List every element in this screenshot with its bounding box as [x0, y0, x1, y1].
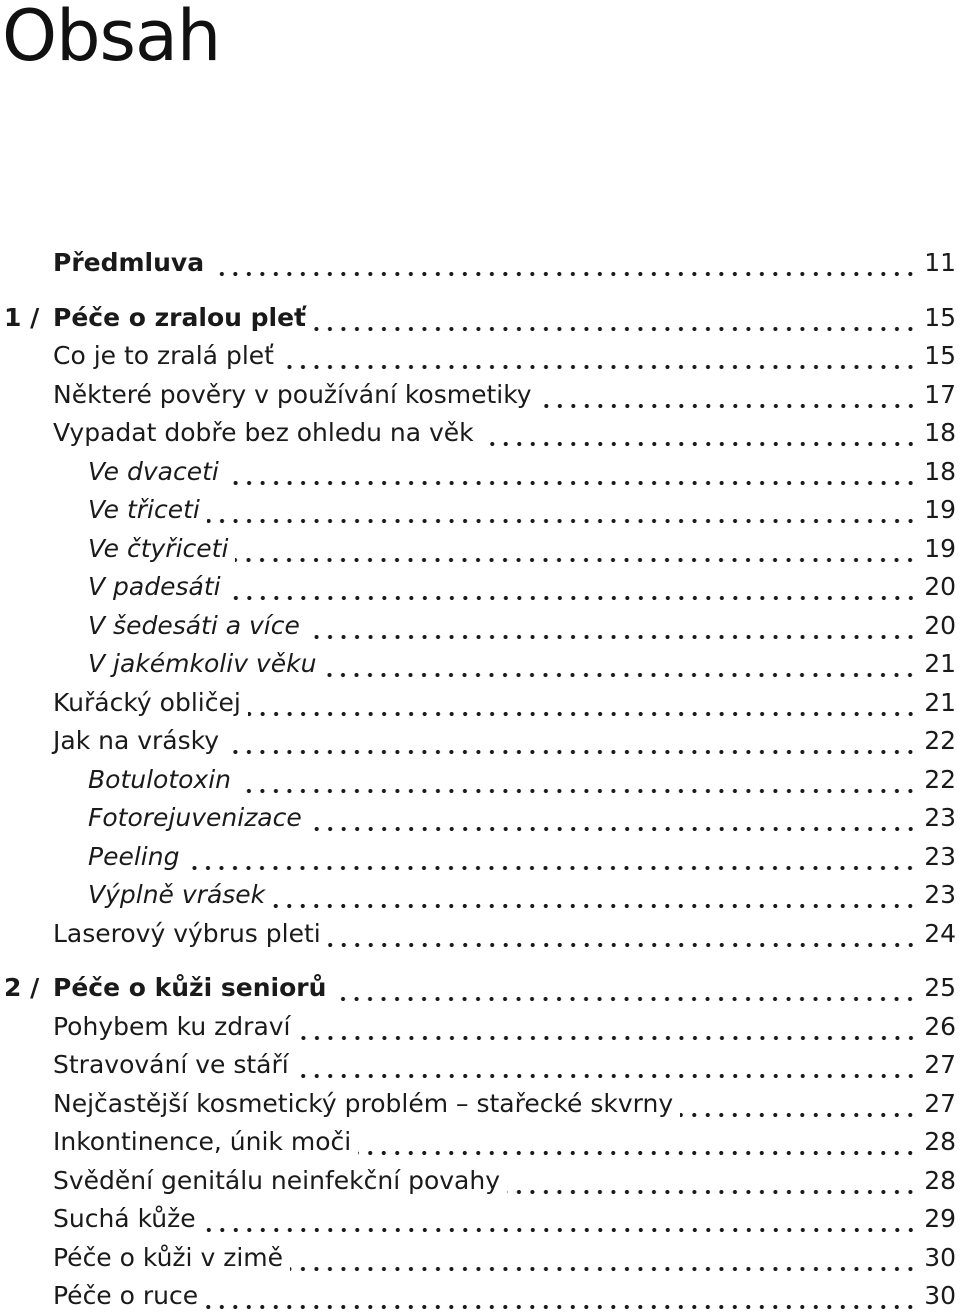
toc-entry[interactable] [0, 376, 960, 415]
toc-entry[interactable] [0, 491, 960, 530]
toc-entry-line [88, 530, 956, 568]
dot-leader [358, 1123, 917, 1161]
page-number: 27 [924, 1088, 956, 1118]
toc-entry-line [88, 607, 956, 645]
dot-leader [235, 530, 917, 568]
toc-entry-line [88, 876, 956, 914]
toc-entry-line [88, 491, 956, 529]
page-number: 18 [924, 456, 956, 486]
toc-entry-line [53, 722, 956, 760]
toc-entry[interactable] [0, 684, 960, 723]
toc-entry[interactable] [0, 645, 960, 684]
toc-entry-title: Ve dvaceti [88, 456, 219, 486]
toc-entry-line [53, 376, 956, 414]
dot-leader [309, 799, 917, 837]
toc-entry[interactable] [0, 1162, 960, 1201]
page-number: 15 [924, 341, 956, 370]
page-number: 21 [924, 687, 956, 717]
page-number: 30 [924, 1242, 956, 1272]
page-number: 19 [924, 495, 956, 524]
page-number: 27 [924, 1050, 956, 1079]
toc-entry[interactable] [0, 1200, 960, 1239]
toc-entry-title: Peeling [88, 841, 180, 871]
toc-entry-line [53, 1200, 956, 1238]
page-number: 23 [924, 880, 956, 909]
toc-entry[interactable] [0, 1123, 960, 1162]
toc-entry-title: Některé pověry v používání kosmetiky [53, 379, 532, 409]
toc-entry-title: V jakémkoliv věku [88, 649, 317, 678]
page-number: 25 [924, 973, 956, 1002]
dot-leader [238, 761, 917, 799]
page-number: 20 [924, 610, 956, 640]
page-number: 23 [924, 841, 956, 871]
chapter-number: 1 / [4, 302, 40, 332]
page-number: 11 [924, 248, 956, 277]
dot-leader [272, 876, 917, 914]
page-title: Obsah [2, 0, 221, 77]
toc-entry[interactable] [0, 299, 960, 338]
dot-leader [298, 1008, 918, 1046]
toc-entry-title: Péče o kůži v zimě [53, 1242, 283, 1272]
toc-entry[interactable] [0, 607, 960, 646]
toc-entry-title: Péče o ruce [53, 1281, 199, 1310]
dot-leader [281, 337, 917, 375]
toc-entry-line [53, 1123, 956, 1161]
dot-leader [507, 1162, 917, 1200]
toc-entry-title: Botulotoxin [88, 764, 232, 794]
page-number: 28 [924, 1127, 956, 1156]
dot-leader [226, 722, 917, 760]
toc-entry-title: Vypadat dobře bez ohledu na věk [53, 418, 474, 447]
page-number: 23 [924, 803, 956, 832]
dot-leader [313, 299, 917, 337]
toc-entry-title: V šedesáti a více [88, 610, 300, 640]
dot-leader [481, 414, 918, 452]
toc-entry-line [53, 969, 956, 1007]
toc-entry-line [53, 414, 956, 452]
toc-entry[interactable] [0, 453, 960, 492]
page-number: 19 [924, 533, 956, 563]
toc-entry[interactable] [0, 1277, 960, 1316]
page-number: 18 [924, 418, 956, 447]
dot-leader [333, 969, 917, 1007]
dot-leader [323, 645, 917, 683]
toc-entry-title: Inkontinence, únik moči [53, 1127, 352, 1156]
toc-entry[interactable] [0, 530, 960, 569]
page-number: 29 [924, 1204, 956, 1233]
toc-entry-line [53, 1162, 956, 1200]
page-number: 22 [924, 764, 956, 794]
toc-entry[interactable] [0, 1008, 960, 1047]
dot-leader [207, 491, 917, 529]
toc-entry-title: Kuřácký obličej [53, 687, 241, 717]
toc-entry[interactable] [0, 1085, 960, 1124]
dot-leader [307, 607, 917, 645]
toc-entry-line [53, 1008, 956, 1046]
toc-entry-title: Pohybem ku zdraví [53, 1011, 291, 1041]
toc-entry[interactable] [0, 1046, 960, 1085]
toc-entry-line [88, 838, 956, 876]
dot-leader [211, 244, 917, 282]
dot-leader [328, 915, 917, 953]
toc-entry-line [53, 337, 956, 375]
toc-entry-title: Ve čtyřiceti [88, 533, 229, 563]
page-number: 26 [924, 1011, 956, 1041]
toc-entry-title: Péče o kůži seniorů [53, 973, 327, 1002]
toc-entry[interactable] [0, 414, 960, 453]
toc-entry[interactable] [0, 244, 960, 283]
page-number: 28 [924, 1165, 956, 1195]
toc-entry-title: Stravování ve stáří [53, 1050, 289, 1079]
toc-entry[interactable] [0, 1239, 960, 1278]
toc-entry-title: Svědění genitálu neinfekční povahy [53, 1165, 501, 1195]
toc-entry[interactable] [0, 722, 960, 761]
dot-leader [228, 568, 918, 606]
toc-entry-line [88, 761, 956, 799]
dot-leader [203, 1200, 918, 1238]
toc-entry-title: Předmluva [53, 248, 205, 277]
toc-entry-title: Fotorejuvenizace [88, 803, 302, 832]
page-number: 15 [924, 302, 956, 332]
toc-entry[interactable] [0, 915, 960, 954]
page-number: 20 [924, 572, 956, 601]
toc-entry[interactable] [0, 969, 960, 1008]
toc-entry-title: V padesáti [88, 572, 221, 601]
toc-entry-line [88, 568, 956, 606]
toc-entry[interactable] [0, 838, 960, 877]
page-number: 22 [924, 726, 956, 755]
toc-entry-line [53, 1239, 956, 1277]
dot-leader [186, 838, 917, 876]
toc-entry-line [53, 244, 956, 282]
toc-entry-line [53, 1085, 956, 1123]
dot-leader [290, 1239, 917, 1277]
toc-entry-title: Suchá kůže [53, 1204, 196, 1233]
toc-entry-title: Nejčastější kosmetický problém – stařecké skvrny [53, 1088, 674, 1118]
toc-entry-line [53, 1277, 956, 1315]
toc-entry-line [53, 299, 956, 337]
toc-entry[interactable] [0, 876, 960, 915]
page-number: 30 [924, 1281, 956, 1310]
dot-leader [539, 376, 918, 414]
toc-entry-line [53, 1046, 956, 1084]
toc-entry-title: Laserový výbrus pleti [53, 918, 321, 948]
table-of-contents [0, 244, 960, 1316]
chapter-number: 2 / [4, 973, 40, 1002]
toc-entry[interactable] [0, 568, 960, 607]
toc-entry-line [88, 645, 956, 683]
toc-entry-line [88, 799, 956, 837]
dot-leader [248, 684, 917, 722]
toc-entry[interactable] [0, 337, 960, 376]
toc-entry-title: Výplně vrásek [88, 880, 266, 909]
page-number: 17 [924, 379, 956, 409]
page-number: 21 [924, 649, 956, 678]
toc-entry-title: Ve třiceti [88, 495, 200, 524]
dot-leader [296, 1046, 917, 1084]
page-number: 24 [924, 918, 956, 948]
toc-entry[interactable] [0, 761, 960, 800]
toc-entry-title: Co je to zralá pleť [53, 341, 274, 370]
toc-entry-title: Jak na vrásky [53, 726, 220, 755]
toc-entry-line [53, 684, 956, 722]
dot-leader [680, 1085, 917, 1123]
toc-entry-line [88, 453, 956, 491]
toc-entry[interactable] [0, 799, 960, 838]
dot-leader [226, 453, 917, 491]
toc-entry-line [53, 915, 956, 953]
toc-entry-title: Péče o zralou pleť [53, 302, 307, 332]
dot-leader [205, 1277, 917, 1315]
